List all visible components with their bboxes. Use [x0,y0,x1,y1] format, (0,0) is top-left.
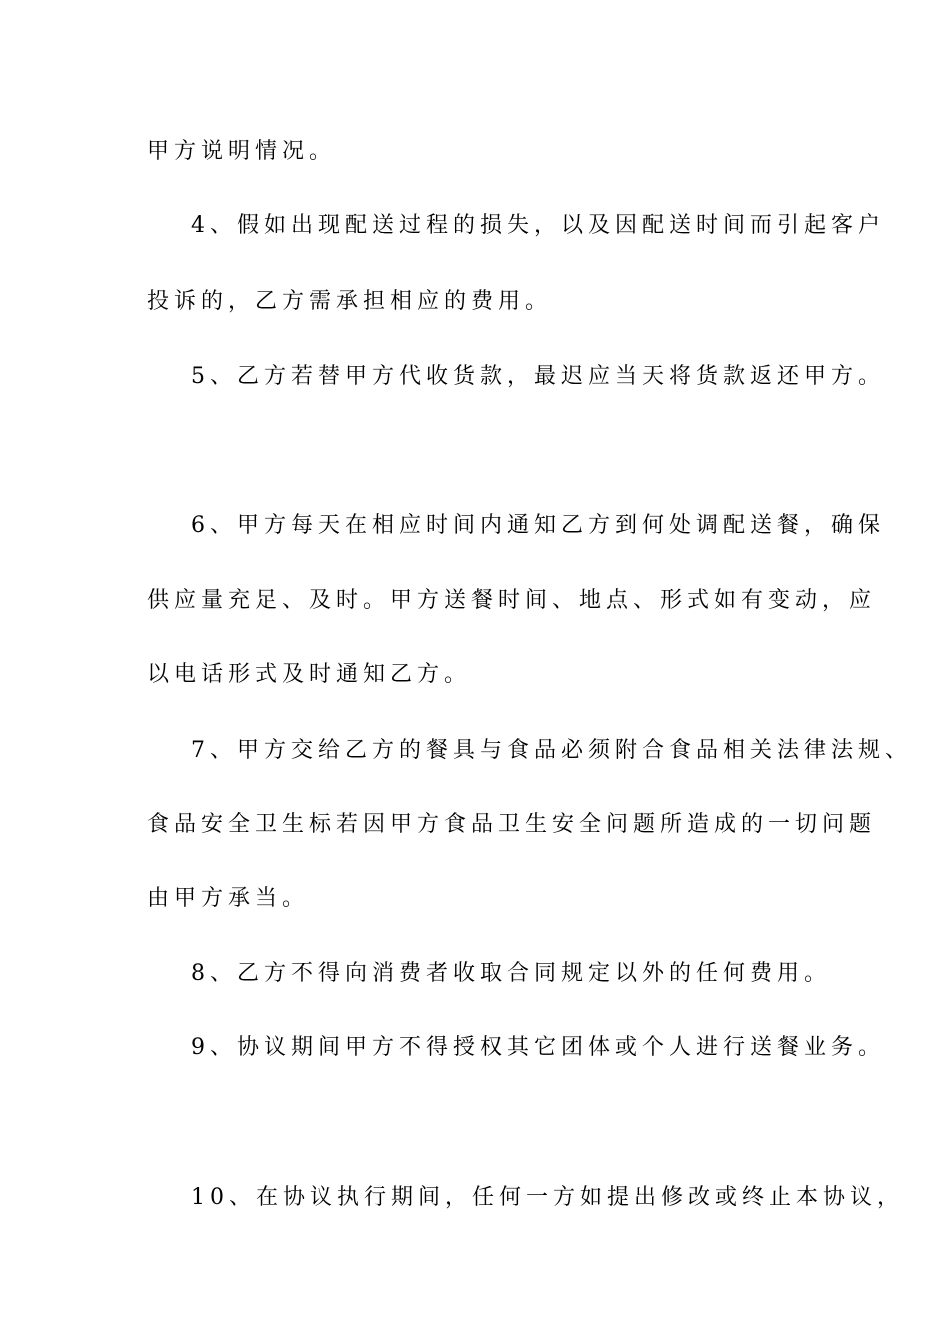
clause-6-line-3: 以电话形式及时通知乙方。 [147,662,472,687]
clause-7-line-1: 7、甲方交给乙方的餐具与食品必须附合食品相关法律法规、 [191,738,912,763]
clause-9-line-1: 9、协议期间甲方不得授权其它团体或个人进行送餐业务。 [191,1035,885,1060]
clause-7-line-2: 食品安全卫生标若因甲方食品卫生安全问题所造成的一切问题 [147,812,877,837]
clause-10-line-1: 10、在协议执行期间，任何一方如提出修改或终止本协议， [191,1185,904,1210]
clause-8-line-1: 8、乙方不得向消费者收取合同规定以外的任何费用。 [191,961,831,986]
clause-6-line-1: 6、甲方每天在相应时间内通知乙方到何处调配送餐，确保 [191,513,885,538]
clause-6-line-2: 供应量充足、及时。甲方送餐时间、地点、形式如有变动，应 [147,588,877,613]
clause-5-line-1: 5、乙方若替甲方代收货款，最迟应当天将货款返还甲方。 [191,364,885,389]
clause-4-line-1: 4、假如出现配送过程的损失，以及因配送时间而引起客户 [191,213,885,238]
clause-4-line-2: 投诉的，乙方需承担相应的费用。 [147,289,553,314]
clause-7-line-3: 由甲方承当。 [147,886,310,911]
text-line-continuation: 甲方说明情况。 [147,139,337,164]
